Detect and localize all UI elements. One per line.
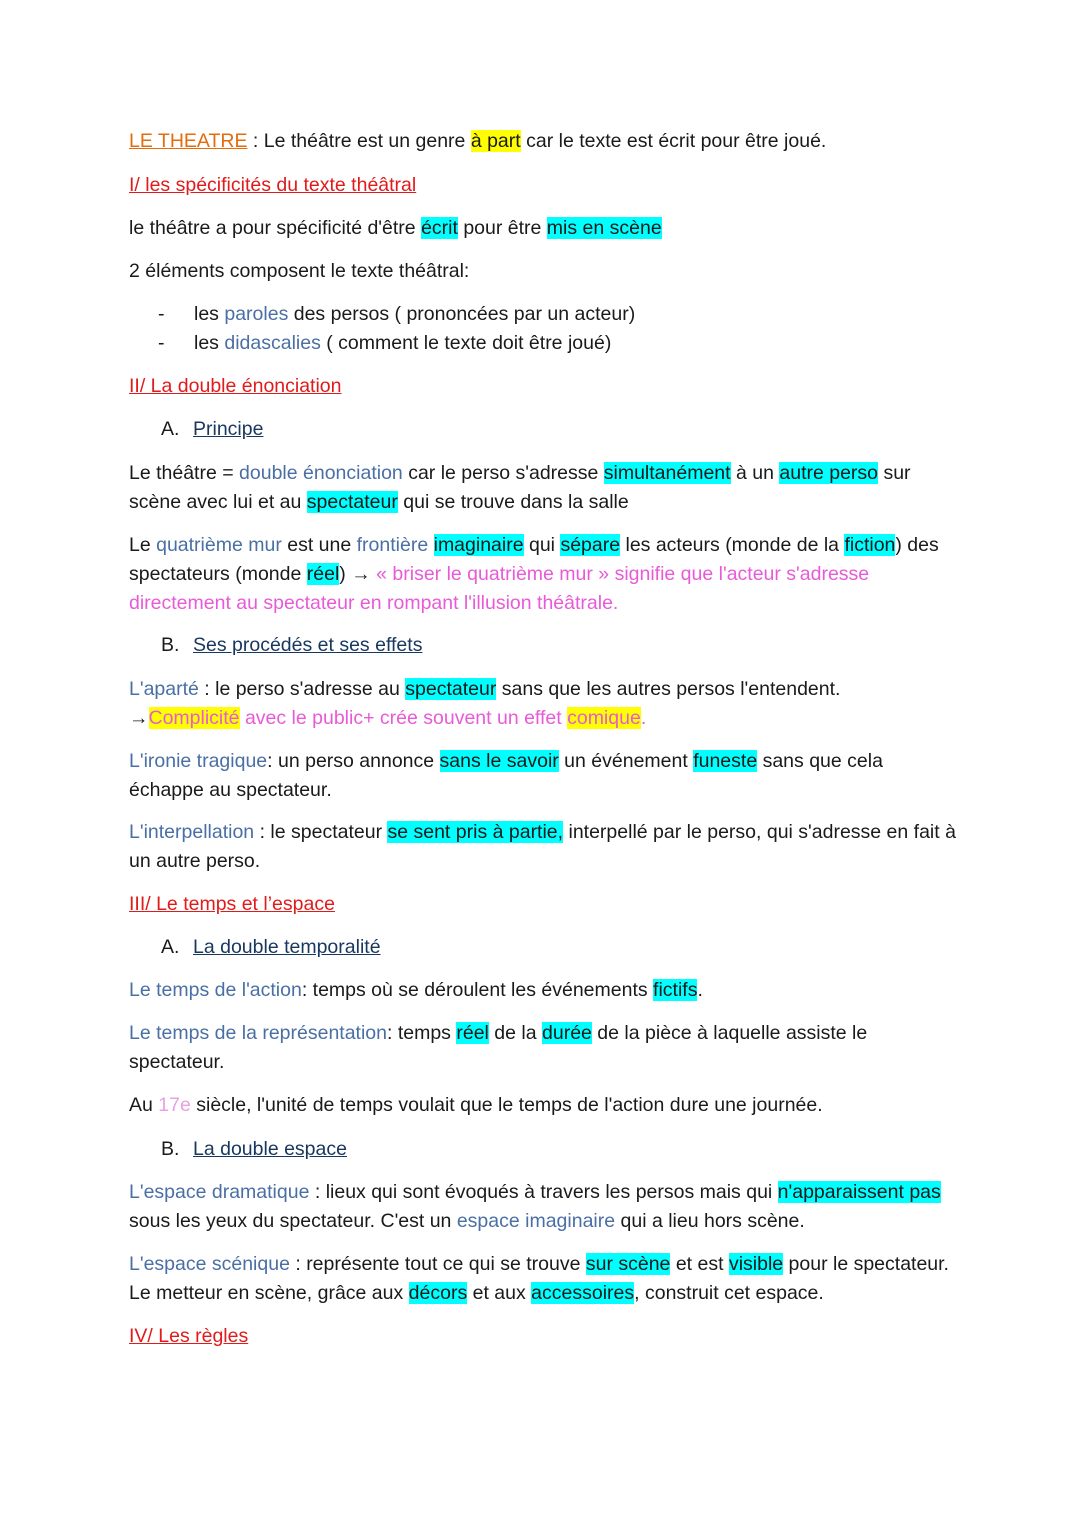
subheading-principe	[161, 415, 991, 444]
paragraph-elements: 2 éléments composent le texte théâtral:	[129, 260, 470, 282]
text: car le perso s'adresse	[402, 462, 604, 484]
highlight: spectateur	[306, 491, 398, 513]
highlight: n'apparaissent pas	[777, 1181, 941, 1203]
text: : Le théâtre est un genre	[247, 130, 471, 152]
highlight: autre perso	[779, 462, 879, 484]
paragraph-temps-representation	[129, 1019, 959, 1077]
highlight: comique	[567, 707, 641, 729]
text: interpellé par le perso, qui s'adresse en fait à un autre perso.	[129, 821, 956, 872]
highlight: durée	[542, 1022, 592, 1044]
highlight: réel	[456, 1022, 489, 1044]
intro-paragraph	[129, 127, 959, 156]
text: : le perso s'adresse au	[198, 678, 406, 700]
highlight: se sent pris à partie,	[387, 821, 564, 843]
keyword: quatrième mur	[156, 534, 282, 556]
text: siècle, l'unité de temps voulait que le temps de l'action dure une journée.	[190, 1094, 823, 1116]
paragraph-espace-scenique	[129, 1250, 959, 1308]
highlight: funeste	[693, 750, 758, 772]
text: Le	[129, 534, 157, 556]
highlight: sur scène	[585, 1253, 671, 1275]
keyword: L'espace dramatique	[129, 1181, 310, 1203]
text: pour le spectateur. Le metteur en scène, grâce aux	[129, 1253, 949, 1304]
highlight: mis en scène	[546, 217, 662, 239]
section-heading-1: I/ les spécificités du texte théâtral	[129, 174, 417, 196]
section-heading-2: II/ La double énonciation	[129, 375, 342, 397]
highlight: décors	[408, 1282, 468, 1304]
text: : le spectateur	[254, 821, 388, 843]
pink-note: « briser le quatrième mur » signifie que l'acteur s'adresse directement au spectateur en rompant l'illusion théâtrale.	[129, 563, 870, 614]
bullet-item	[158, 329, 958, 358]
keyword: frontière	[356, 534, 429, 556]
section-heading-4: IV/ Les règles	[129, 1325, 249, 1347]
highlight: à part	[470, 130, 521, 152]
text: : temps où se déroulent les événements	[301, 979, 654, 1001]
text: et est	[670, 1253, 729, 1275]
paragraph-quatrieme-mur	[129, 531, 959, 618]
text: de la	[488, 1022, 543, 1044]
highlight: écrit	[421, 217, 458, 239]
text: qui	[523, 534, 561, 556]
text: sans que les autres persos l'entendent.	[496, 678, 841, 700]
text: ) des spectateurs (monde	[129, 534, 939, 585]
text: sans que cela échappe au spectateur.	[129, 750, 883, 801]
text: ( comment le texte doit être joué)	[320, 332, 612, 354]
text: est une	[281, 534, 357, 556]
text: , construit cet espace.	[634, 1282, 824, 1304]
highlight: réel	[306, 563, 340, 585]
highlight: sans le savoir	[439, 750, 559, 772]
text: le théâtre a pour spécificité d'être	[129, 217, 422, 239]
highlight: fictifs	[653, 979, 698, 1001]
subheading-letter: B.	[161, 1138, 180, 1160]
subheading-procedes	[161, 631, 991, 660]
text: Le théâtre =	[129, 462, 240, 484]
text	[428, 534, 433, 556]
paragraph-17e-siecle	[129, 1091, 959, 1120]
keyword: Le temps de la représentation	[129, 1022, 387, 1044]
subheading-title: La double espace	[193, 1138, 347, 1160]
text: : représente tout ce qui se trouve	[289, 1253, 586, 1275]
highlight: Complicité	[148, 707, 240, 729]
paragraph-double-enonciation	[129, 459, 959, 517]
keyword: Le temps de l'action	[129, 979, 302, 1001]
text: les	[194, 332, 225, 354]
subheading-letter: B.	[161, 634, 180, 656]
keyword: L'interpellation	[129, 821, 255, 843]
paragraph-ironie	[129, 747, 959, 805]
highlight: visible	[728, 1253, 784, 1275]
keyword: 17e	[158, 1094, 191, 1116]
keyword: L'ironie tragique	[129, 750, 268, 772]
subheading-temporalite	[161, 933, 991, 962]
subheading-title: La double temporalité	[193, 936, 381, 958]
subheading-letter: A.	[161, 936, 180, 958]
text: et aux	[467, 1282, 532, 1304]
text: qui se trouve dans la salle	[397, 491, 629, 513]
highlight: accessoires	[531, 1282, 635, 1304]
keyword: espace imaginaire	[456, 1210, 616, 1232]
text: sous les yeux du spectateur. C'est un	[129, 1210, 457, 1232]
bullet-dash: -	[158, 303, 165, 325]
highlight: sépare	[560, 534, 621, 556]
keyword: paroles	[224, 303, 289, 325]
highlight: spectateur	[405, 678, 497, 700]
subheading-letter: A.	[161, 418, 180, 440]
text: .	[697, 979, 703, 1001]
text: les	[194, 303, 225, 325]
arrow-glyph: →	[129, 707, 149, 729]
highlight: fiction	[844, 534, 896, 556]
keyword: L'espace scénique	[129, 1253, 290, 1275]
text: Au	[129, 1094, 159, 1116]
text: car le texte est écrit pour être joué.	[520, 130, 827, 152]
keyword: didascalies	[224, 332, 321, 354]
paragraph-interpellation	[129, 818, 959, 876]
paragraph-aparte	[129, 675, 959, 733]
subheading-title: Principe	[193, 418, 264, 440]
text: : lieux qui sont évoqués à travers les persos mais qui	[309, 1181, 778, 1203]
highlight: imaginaire	[433, 534, 524, 556]
paragraph-espace-dramatique	[129, 1178, 959, 1236]
text: des persos ( prononcées par un acteur)	[288, 303, 636, 325]
paragraph-temps-action	[129, 976, 959, 1005]
paragraph-specificity	[129, 214, 959, 243]
section-heading-3: III/ Le temps et l’espace	[129, 893, 335, 915]
bullet-dash: -	[158, 332, 165, 354]
subheading-title: Ses procédés et ses effets	[193, 634, 423, 656]
pink-note: avec le public+ crée souvent un effet	[239, 707, 568, 729]
text: : temps	[387, 1022, 457, 1044]
text: de la pièce à laquelle assiste le spectateur.	[129, 1022, 868, 1073]
subheading-espace	[161, 1135, 991, 1164]
text: un événement	[558, 750, 694, 772]
text: qui a lieu hors scène.	[615, 1210, 805, 1232]
bullet-item	[158, 300, 958, 329]
text: sur scène avec lui et au	[129, 462, 911, 513]
keyword: L'aparté	[129, 678, 199, 700]
text: à un	[730, 462, 780, 484]
text: les acteurs (monde de la	[620, 534, 845, 556]
text: pour être	[457, 217, 547, 239]
text: ) →	[339, 563, 377, 585]
text: : un perso annonce	[267, 750, 440, 772]
highlight: simultanément	[603, 462, 731, 484]
doc-title: LE THEATRE	[129, 130, 248, 152]
keyword: double énonciation	[239, 462, 403, 484]
pink-note: .	[640, 707, 647, 729]
